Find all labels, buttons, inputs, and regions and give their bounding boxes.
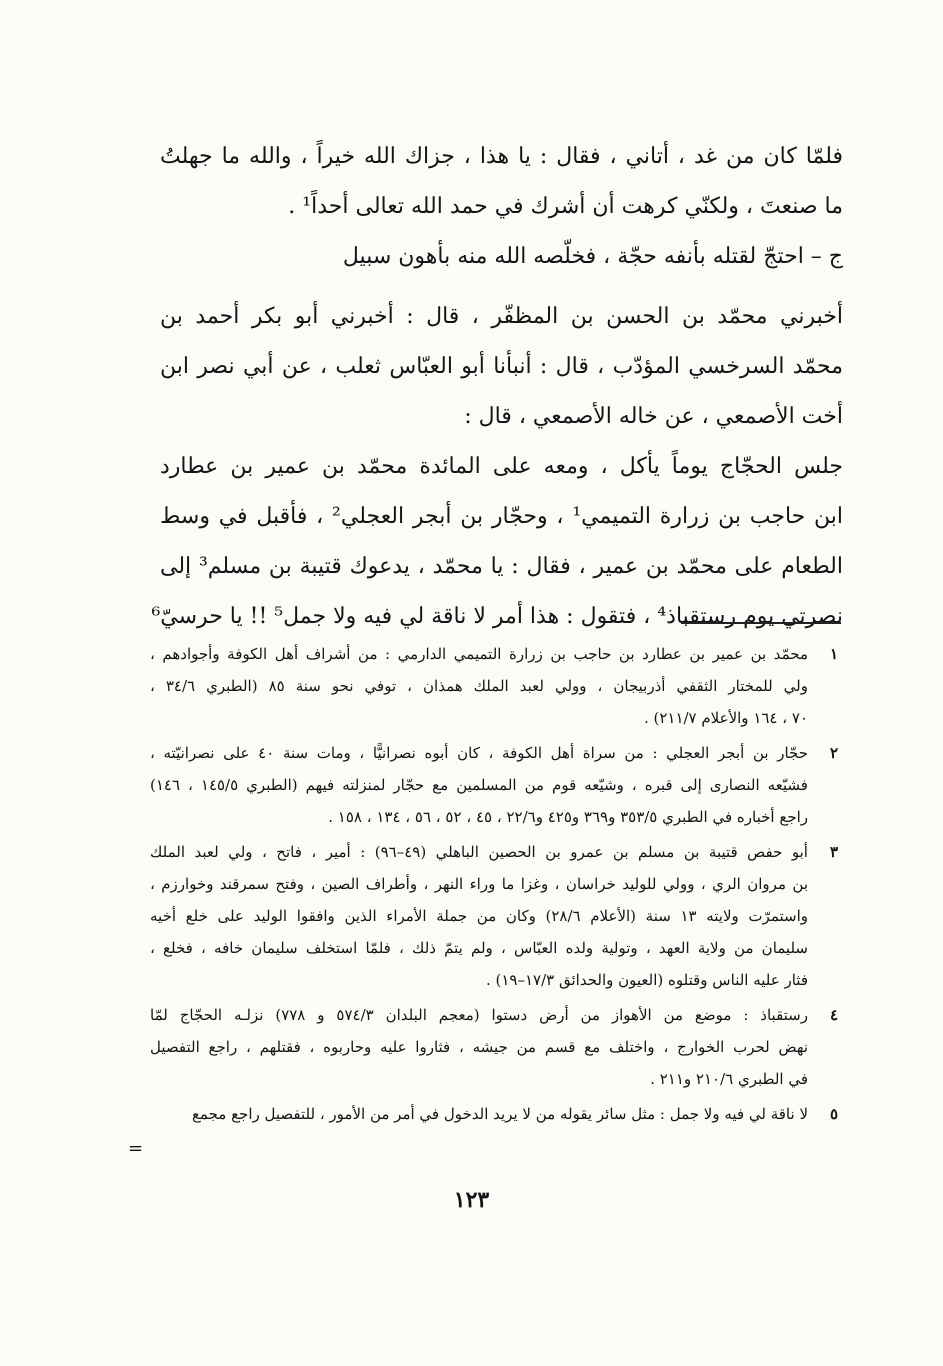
- footnote-line: راجع أخباره في الطبري ٣٥٣/٥ و٣٦٩ و٤٢٥ و٢٢/٦ ، ٤٥ ، ٥٢ ، ٥٦ ، ١٣٤ ، ١٥٨ .: [328, 808, 808, 826]
- footnote-1: [150, 638, 838, 734]
- text-line: الطعام على محمّد بن عمير ، فقال : يا محمّد ، يدعوك قتيبة بن مسلم³ إلى: [160, 554, 843, 579]
- text-line: محمّد السرخسي المؤدّب ، قال : أنبأنا أبو العبّاس ثعلب ، عن أبي نصر ابن: [160, 354, 843, 379]
- footnote-line: بن مروان الري ، وولي للوليد خراسان ، وغزا ما وراء النهر ، وأطراف الصين ، وفتح سمرقند وخوارزم ،: [150, 875, 808, 893]
- footnote-line: ولي للمختار الثقفي أذربيجان ، وولي لعبد الملك همذان ، توفي نحو سنة ٨٥ (الطبري ٣٤/٦ ،: [150, 677, 808, 695]
- footnote-number: ٢: [829, 744, 838, 762]
- footnote-line: واستمرّت ولايته ١٣ سنة (الأعلام ٢٨/٦) وكان من جملة الأمراء الذين وافقوا الوليد على خلع أخيه: [150, 907, 809, 925]
- main-text: [151, 132, 844, 642]
- footnote-number: ٥: [829, 1105, 838, 1123]
- footnote-line: نهض لحرب الخوارج ، واختلف مع قسم من جيشه ، فثاروا عليه وحاربوه ، فقتلهم ، راجع التفصيل: [150, 1038, 808, 1056]
- continuation-mark: =: [128, 1138, 144, 1159]
- text-line: نصرتي يوم رستقباذ⁴ ، فتقول : هذا أمر لا ناقة لي فيه ولا جمل⁵ !! يا حرسيّ⁶: [151, 604, 843, 629]
- footnote-line: محمّد بن عمير بن عطارد بن حاجب بن زرارة التميمي الدارمي : من أشراف أهل الكوفة وأجوادهم ،: [150, 645, 808, 663]
- text-line: أخبرني محمّد بن الحسن بن المظفّر ، قال : أخبرني أبو بكر أحمد بن: [160, 304, 843, 329]
- footnote-line: فشيّعه النصارى إلى قبره ، وشيّعه قوم من المسلمين مع حجّار لمنزلته فيهم (الطبري ١٤٥/٥ ، ١٤٦): [150, 776, 808, 794]
- footnote-separator: [681, 622, 841, 624]
- text-line: أخت الأصمعي ، عن خاله الأصمعي ، قال :: [464, 404, 843, 429]
- footnote-line: أبو حفص قتيبة بن مسلم بن عمرو بن الحصين الباهلي (٤٩–٩٦) : أمير ، فاتح ، ولي لعبد الملك: [150, 843, 808, 861]
- footnote-5: [150, 1098, 838, 1130]
- text-line: ما صنعتَ ، ولكنّي كرهت أن أشرك في حمد الله تعالى أحداً¹ .: [288, 194, 843, 219]
- footnote-line: رستقباذ : موضع من الأهواز من أرض دستوا (معجم البلدان ٥٧٤/٣ و ٧٧٨) نزلـه الحجّاج لمّا: [150, 1006, 808, 1024]
- footnote-line: سليمان من ولاية العهد ، وتولية ولده العبّاس ، ولم يتمّ ذلك ، فلمّا استخلف سليمان خافه ، فخلع ،: [150, 939, 808, 957]
- footnote-4: [150, 999, 838, 1095]
- footnote-line: حجّار بن أبجر العجلي : من سراة أهل الكوفة ، كان أبوه نصرانيًّا ، ومات سنة ٤٠ على نصرانيّته ،: [150, 744, 808, 762]
- text-line: جلس الحجّاج يوماً يأكل ، ومعه على المائدة محمّد بن عمير بن عطارد: [160, 454, 843, 479]
- footnote-number: ٣: [829, 843, 838, 861]
- footnote-number: ١: [829, 645, 838, 663]
- footnotes: [150, 638, 838, 1133]
- page-number: ١٢٣: [453, 1187, 490, 1213]
- text-line: ابن حاجب بن زرارة التميمي¹ ، وحجّار بن أبجر العجلي² ، فأقبل في وسط: [160, 504, 844, 529]
- footnote-line: ٧٠ ، ١٦٤ والأعلام ٢١١/٧) .: [643, 709, 808, 727]
- footnote-line: لا ناقة لي فيه ولا جمل : مثل سائر يقوله من لا يريد الدخول في أمر من الأمور ، للتفصيل راجع مجمع: [191, 1105, 808, 1123]
- footnote-2: [150, 737, 838, 833]
- footnote-line: فثار عليه الناس وقتلوه (العيون والحدائق ١٧/٣–١٩) .: [485, 971, 808, 989]
- section-heading: ج – احتجّ لقتله بأنفه حجّة ، فخلّصه الله منه بأهون سبيل: [342, 244, 843, 269]
- footnote-number: ٤: [829, 1006, 838, 1024]
- footnote-3: [150, 836, 838, 996]
- footnote-line: في الطبري ٢١٠/٦ و٢١١ .: [650, 1070, 808, 1088]
- text-line: فلمّا كان من غد ، أتاني ، فقال : يا هذا ، جزاك الله خيراً ، والله ما جهلتُ: [160, 144, 843, 169]
